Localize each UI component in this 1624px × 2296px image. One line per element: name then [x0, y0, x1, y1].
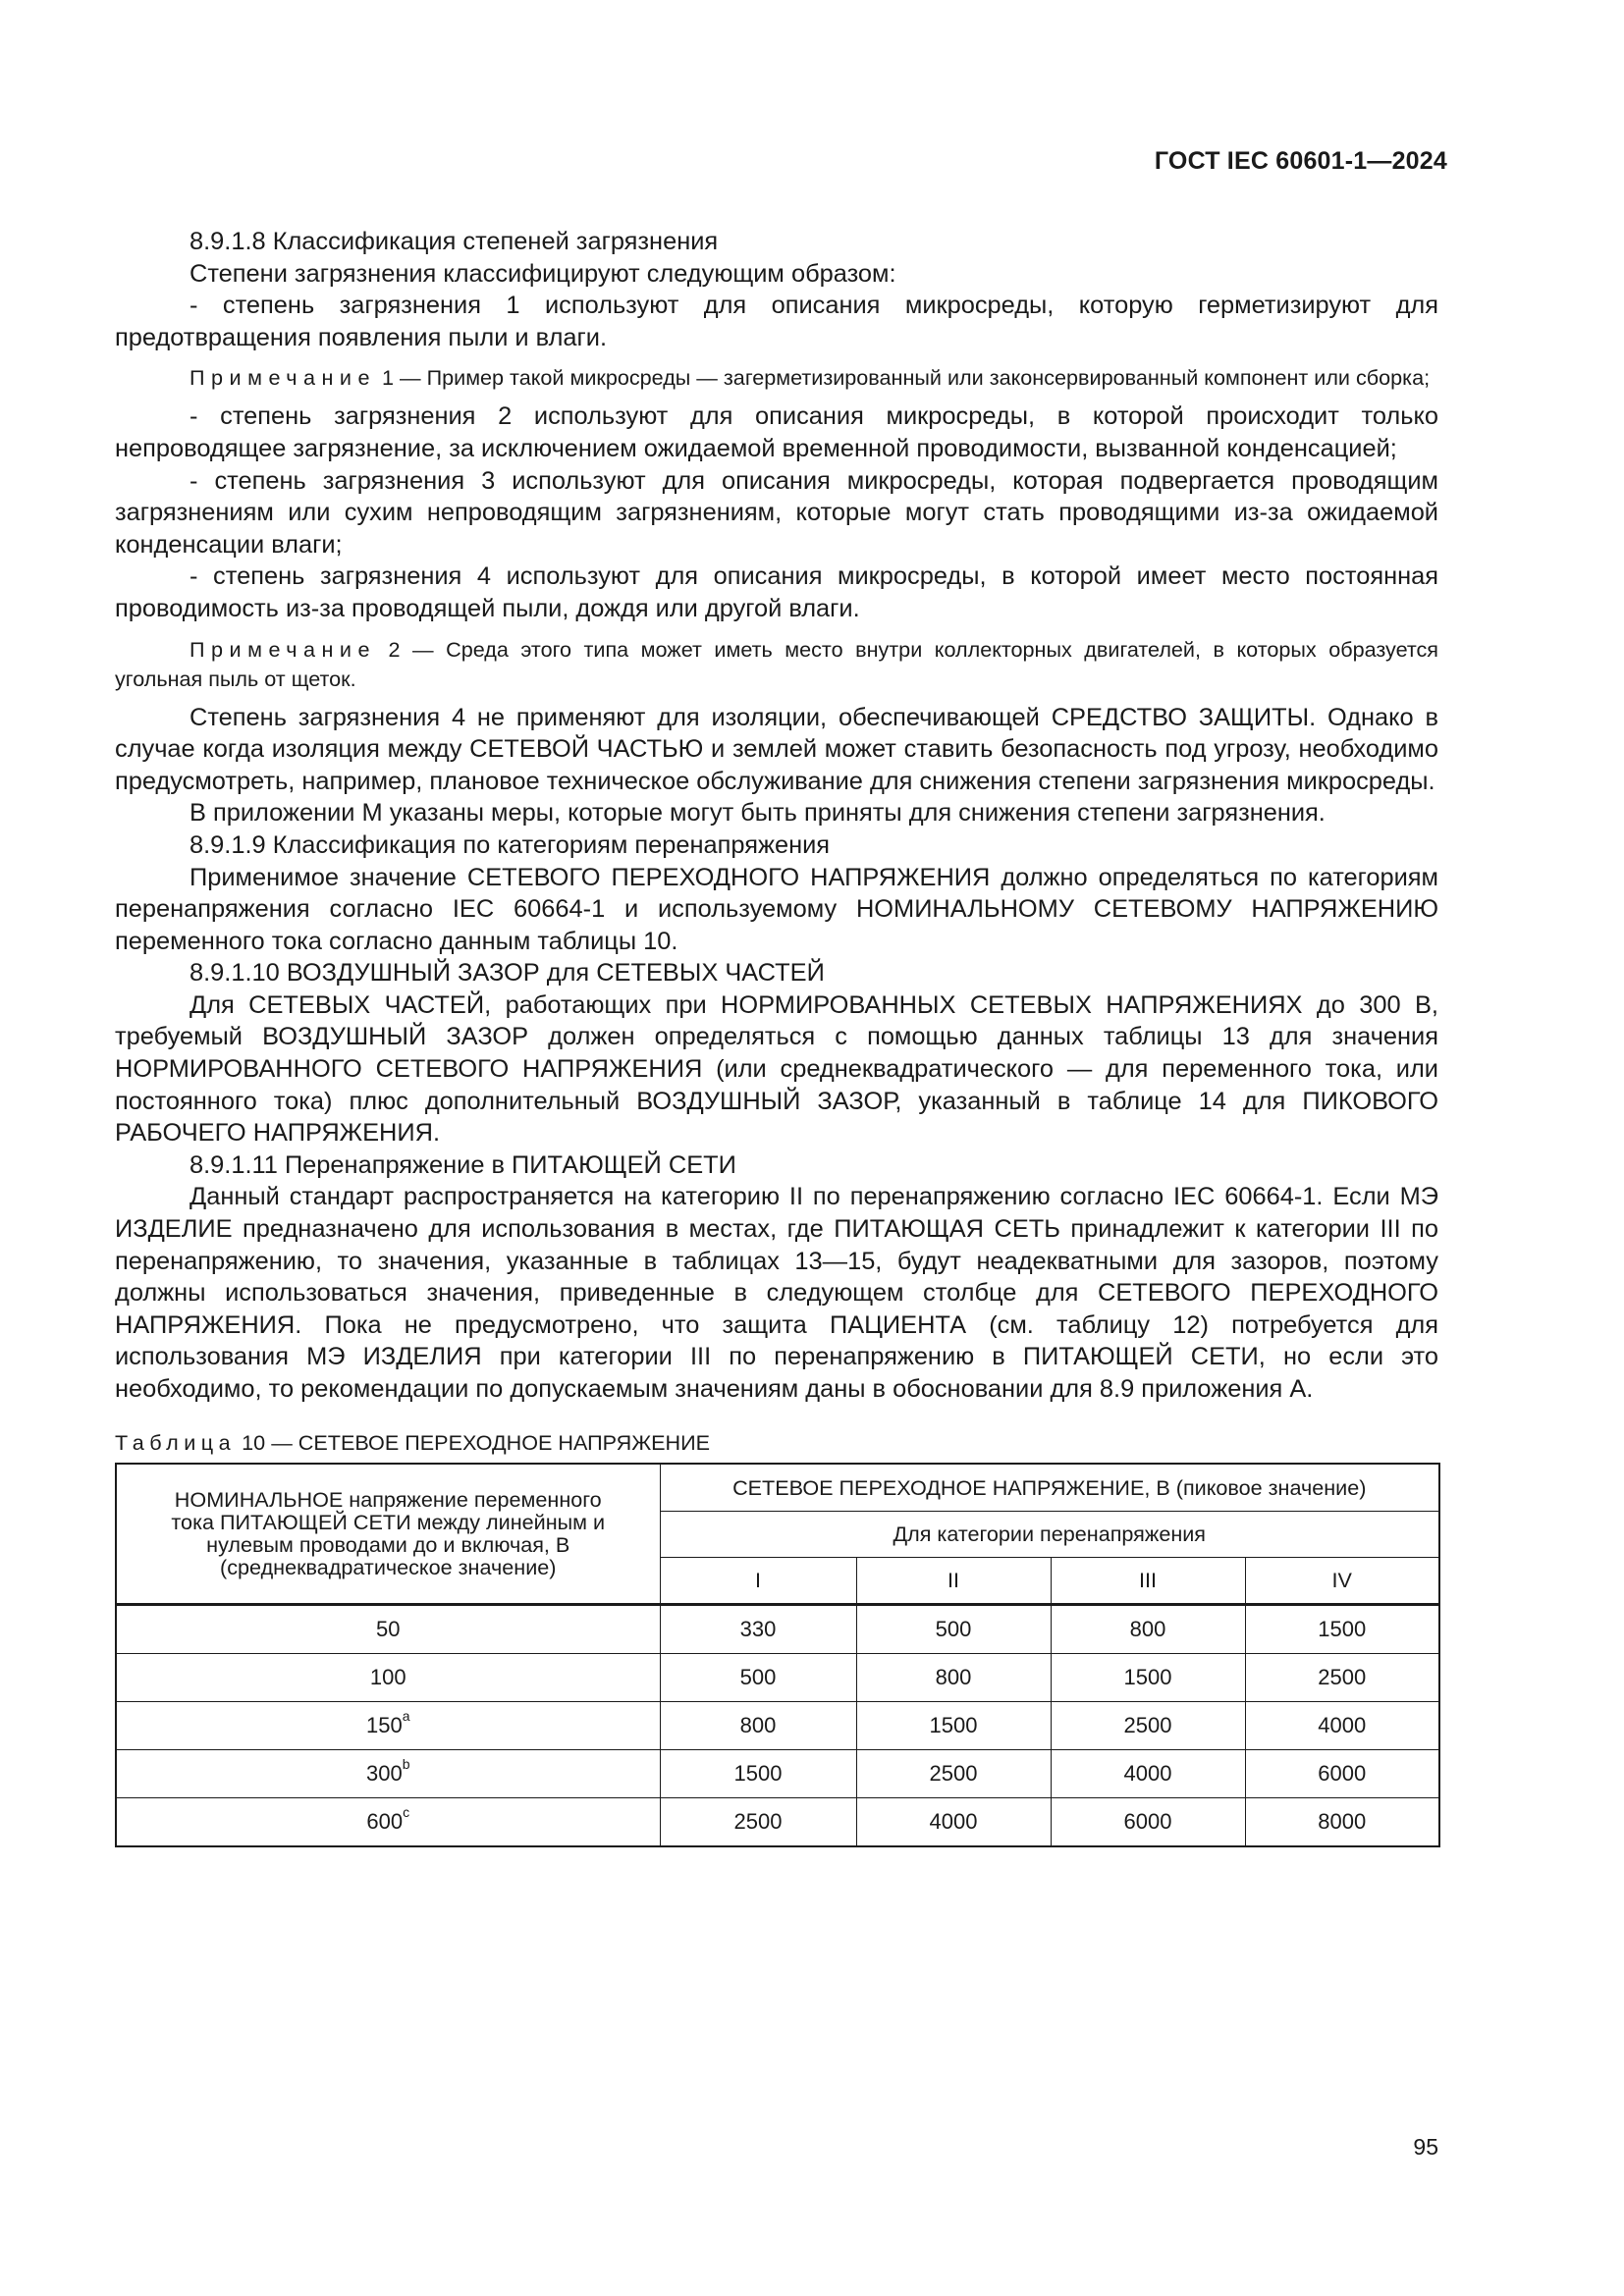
paragraph: Данный стандарт распространяется на категорию II по перенапряжению согласно IEC 60664-1. Если МЭ ИЗДЕЛИЕ предназначено для использования в местах, где ПИТАЮЩАЯ СЕТЬ принадлежит к категории III по перенапряжению, то значения, указанные в таблицах 13—15, будут неадекватными для зазоров, поэтому должны использоваться значения, приведенные в следующем столбце для СЕТЕВОГО ПЕРЕХОДНОГО НАПРЯЖЕНИЯ. Пока не предусмотрено, что защита ПАЦИЕНТА (см. таблицу 12) потребуется для использования МЭ ИЗДЕЛИЯ при категории III по перенапряжению в ПИТАЮЩЕЙ СЕТИ, но если это необходимо, то рекомендации по допускаемым значениям даны в обосновании для 8.9 приложения А.: [115, 1183, 1438, 1403]
section-heading: 8.9.1.11 Перенапряжение в ПИТАЮЩЕЙ СЕТИ: [189, 1150, 736, 1179]
column-header-category: IV: [1245, 1557, 1439, 1604]
note-label: Примечание: [189, 636, 376, 662]
list-item: - степень загрязнения 4 используют для описания микросреды, в которой имеет место постоянная проводимость из-за проводящей пыли, дождя или другой влаги.: [115, 562, 1438, 622]
voltage-value: 150: [365, 1712, 403, 1737]
table-cell: 800: [1051, 1604, 1245, 1653]
column-header-category: III: [1051, 1557, 1245, 1604]
voltage-cell: [116, 1604, 660, 1653]
section-heading: 8.9.1.8 Классификация степеней загрязнения: [189, 228, 719, 255]
table-cell: 1500: [1051, 1653, 1245, 1701]
table-cell: 4000: [1051, 1749, 1245, 1797]
column-header-nominal-voltage: НОМИНАЛЬНОЕ напряжение переменного тока ПИТАЮЩЕЙ СЕТИ между линейным и нулевым проводами до и включая, В (среднеквадратическое значение): [116, 1464, 660, 1605]
page-number: 95: [1413, 2134, 1438, 2160]
table-cell: 800: [660, 1701, 856, 1749]
voltage-value: 300: [365, 1760, 403, 1786]
column-header-category: I: [660, 1557, 856, 1604]
paragraph: Степени загрязнения классифицируют следующим образом:: [189, 259, 896, 288]
table-cell: 500: [856, 1604, 1051, 1653]
note-text: 1 — Пример такой микросреды — загерметизированный или законсервированный компонент или сборка;: [376, 365, 1431, 391]
table-cell: 800: [856, 1653, 1051, 1701]
note-label: Примечание: [189, 365, 376, 391]
column-group-header: СЕТЕВОЕ ПЕРЕХОДНОЕ НАПРЯЖЕНИЕ, В (пиковое значение): [660, 1464, 1439, 1512]
section-heading: 8.9.1.9 Классификация по категориям перенапряжения: [189, 830, 831, 859]
table-cell: 6000: [1245, 1749, 1439, 1797]
document-body: [115, 226, 1438, 1847]
table-row: [116, 1653, 1439, 1701]
footnote-mark: a: [402, 1708, 410, 1725]
table-cell: 2500: [856, 1749, 1051, 1797]
table-row: [116, 1604, 1439, 1653]
voltage-cell: [116, 1749, 660, 1797]
table-caption-label: Таблица: [115, 1429, 237, 1455]
table-row: [116, 1797, 1439, 1846]
table-cell: 330: [660, 1604, 856, 1653]
table-row: [116, 1749, 1439, 1797]
table-cell: 6000: [1051, 1797, 1245, 1846]
voltage-value: 100: [369, 1664, 406, 1689]
table-cell: 500: [660, 1653, 856, 1701]
voltage-cell: [116, 1701, 660, 1749]
voltage-cell: [116, 1797, 660, 1846]
table-cell: 4000: [1245, 1701, 1439, 1749]
column-subgroup-header: Для категории перенапряжения: [660, 1511, 1439, 1557]
paragraph: Для СЕТЕВЫХ ЧАСТЕЙ, работающих при НОРМИРОВАННЫХ СЕТЕВЫХ НАПРЯЖЕНИЯХ до 300 В, требуемый ВОЗДУШНЫЙ ЗАЗОР должен определяться с помощью данных таблицы 13 для значения НОРМИРОВАННОГО СЕТЕВОГО НАПРЯЖЕНИЯ (или среднеквадратического — для переменного тока, или постоянного тока) плюс дополнительный ВОЗДУШНЫЙ ЗАЗОР, указанный в таблице 14 для ПИКОВОГО РАБОЧЕГО НАПРЯЖЕНИЯ.: [115, 990, 1438, 1148]
table-caption-text: 10 — СЕТЕВОЕ ПЕРЕХОДНОЕ НАПРЯЖЕНИЕ: [236, 1429, 711, 1455]
footnote-mark: c: [403, 1804, 410, 1821]
transient-voltage-table: [115, 1463, 1440, 1847]
list-item: - степень загрязнения 1 используют для описания микросреды, которую герметизируют для предотвращения появления пыли и влаги.: [115, 292, 1438, 351]
voltage-value: 600: [366, 1808, 404, 1834]
paragraph: Степень загрязнения 4 не применяют для изоляции, обеспечивающей СРЕДСТВО ЗАЩИТЫ. Однако в случае когда изоляция между СЕТЕВОЙ ЧАСТЬЮ и землей может ставить безопасность под угрозу, необходимо предусмотреть, например, плановое техническое обслуживание для снижения степени загрязнения микросреды.: [115, 703, 1438, 795]
table-cell: 2500: [1051, 1701, 1245, 1749]
table-row: [116, 1701, 1439, 1749]
voltage-value: 50: [376, 1616, 401, 1641]
note: [115, 635, 1438, 694]
table-cell: 1500: [856, 1701, 1051, 1749]
table-cell: 2500: [1245, 1653, 1439, 1701]
table-cell: 1500: [1245, 1604, 1439, 1653]
list-item: - степень загрязнения 2 используют для описания микросреды, в которой происходит только непроводящее загрязнение, за исключением ожидаемой временной проводимости, вызванной конденсацией;: [115, 402, 1438, 462]
table-cell: 1500: [660, 1749, 856, 1797]
column-header-category: II: [856, 1557, 1051, 1604]
voltage-cell: [116, 1653, 660, 1701]
list-item: - степень загрязнения 3 используют для описания микросреды, которая подвергается проводящим загрязнениям или сухим непроводящим загрязнениям, которые могут стать проводящими из-за ожидаемой конденсации влаги;: [115, 466, 1438, 559]
paragraph: Применимое значение СЕТЕВОГО ПЕРЕХОДНОГО НАПРЯЖЕНИЯ должно определяться по категориям перенапряжения согласно IEC 60664-1 и используемому НОМИНАЛЬНОМУ СЕТЕВОМУ НАПРЯЖЕНИЮ переменного тока согласно данным таблицы 10.: [115, 863, 1438, 955]
table-cell: 2500: [660, 1797, 856, 1846]
note-text: 2 — Среда этого типа может иметь место внутри коллекторных двигателей, в которых образуется угольная пыль от щеток.: [115, 636, 1438, 691]
table-cell: 4000: [856, 1797, 1051, 1846]
table-cell: 8000: [1245, 1797, 1439, 1846]
footnote-mark: b: [402, 1756, 410, 1773]
section-heading: 8.9.1.10 ВОЗДУШНЫЙ ЗАЗОР для СЕТЕВЫХ ЧАСТЕЙ: [189, 959, 825, 988]
note: [115, 363, 1438, 393]
document-header: ГОСТ IEC 60601-1—2024: [1154, 147, 1447, 175]
table-caption: [115, 1429, 1438, 1457]
paragraph: В приложении М указаны меры, которые могут быть приняты для снижения степени загрязнения.: [189, 799, 1326, 828]
